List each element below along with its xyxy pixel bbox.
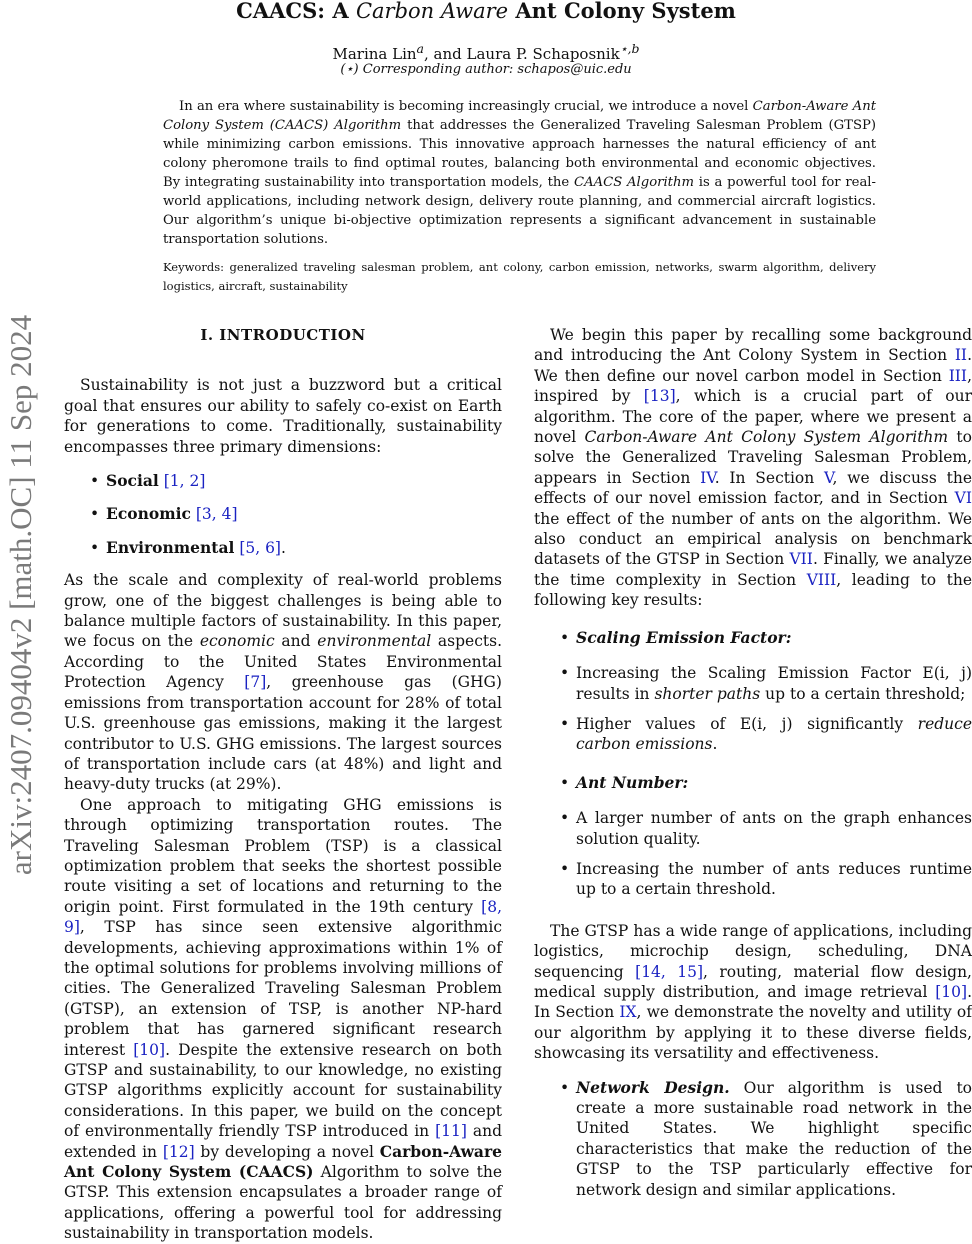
citation-link[interactable]: [10]	[935, 982, 968, 1001]
keywords: Keywords: generalized traveling salesman problem, ant colony, carbon emission, networks, swarm algorithm, delivery logistics, aircraft, sustainability	[163, 260, 876, 293]
list-item: • Network Design. Our algorithm is used to create a more sustainable road network in the United States. We highlight specific characteristics that make the reduction of the GTSP to the TSP particularly effective for network design and similar applications.	[534, 1078, 972, 1200]
sub-list	[534, 663, 972, 755]
citation-link[interactable]: [12]	[162, 1142, 195, 1161]
list-item: • Higher values of E(i, j) significantly reduce carbon emissions.	[534, 714, 972, 755]
applications-list	[534, 1078, 972, 1200]
list-item: • Increasing the Scaling Emission Factor E(i, j) results in shorter paths up to a certain threshold;	[534, 663, 972, 704]
author-list: Marina Lin$^a$, and Laura P. Schaposnik$^{⋆,b}$	[332, 41, 640, 63]
citation-link[interactable]: [3, 4]	[195, 505, 238, 524]
list-item: • Increasing the number of ants reduces runtime up to a certain threshold.	[534, 859, 972, 900]
section-link[interactable]: VII	[789, 550, 813, 569]
section-heading: I. INTRODUCTION	[200, 326, 366, 344]
author-name: Marina Lin	[332, 45, 417, 63]
right-column	[534, 325, 972, 1200]
citation-link[interactable]: [8, 9]	[64, 897, 502, 937]
list-item: • Economic [3, 4]	[64, 504, 502, 524]
left-column	[64, 325, 502, 1244]
citation-link[interactable]: [7]	[244, 673, 267, 692]
citation-link[interactable]: [13]	[643, 387, 676, 406]
section-link[interactable]: V	[824, 468, 833, 487]
list-item: • Scaling Emission Factor: • Increasing the Scaling Emission Factor E(i, j) results in shorter paths up to a certain threshold; • Higher values of E(i, j) significantly reduce carbon emissions.	[534, 628, 972, 755]
section-link[interactable]: IV	[700, 468, 715, 487]
citation-link[interactable]: [10]	[133, 1040, 166, 1059]
dimension-list	[64, 471, 502, 558]
intro-paragraph: Sustainability is not just a buzzword but a critical goal that ensures our ability to safely co-exist on Earth for generations to come. Traditionally, sustainability encompasses three primary dimensions:	[64, 376, 502, 456]
paragraph: As the scale and complexity of real-world problems grow, one of the biggest challenges is being able to balance multiple factors of sustainability. In this paper, we focus on the economic and environmental aspects. According to the United States Environmental Protection Agency [7], greenhouse gas (GHG) emissions from transportation account for 28% of total U.S. greenhouse gas emissions, making it the largest contributor to U.S. GHG emissions. The largest sources of transportation include cars (at 48%) and light and heavy-duty trucks (at 29%).	[64, 571, 502, 794]
abstract: In an era where sustainability is becoming increasingly crucial, we introduce a novel Carbon-Aware Ant Colony System (CAACS) Algorithm that addresses the Generalized Traveling Salesman Problem (GTSP) while minimizing carbon emissions. This innovative approach harnesses the natural efficiency of ant colony pheromone trails to find optimal routes, balancing both environmental and economic objectives. By integrating sustainability into transportation models, the CAACS Algorithm is a powerful tool for real-world applications, including network design, delivery route planning, and commercial aircraft logistics. Our algorithm’s unique bi-objective optimization represents a significant advancement in sustainable transportation solutions.	[163, 99, 877, 247]
paragraph: We begin this paper by recalling some background and introducing the Ant Colony System in Section II. We then define our novel carbon model in Section III, inspired by [13], which is a crucial part of our algorithm. The core of the paper, where we present a novel Carbon-Aware Ant Colony System Algorithm to solve the Generalized Traveling Salesman Problem, appears in Section IV. In Section V, we discuss the effects of our novel emission factor, and in Section VI the effect of the number of ants on the algorithm. We also conduct an empirical analysis on benchmark datasets of the GTSP in Section VII. Finally, we analyze the time complexity in Section VIII, leading to the following key results:	[534, 326, 972, 610]
paragraph: One approach to mitigating GHG emissions is through optimizing transportation routes. The Traveling Salesman Problem (TSP) is a classical optimization problem that seeks the shortest possible route visiting a set of locations and returning to the origin point. First formulated in the 19th century [8, 9], TSP has since seen extensive algorithmic developments, achieving approximations within 1% of the optimal solutions for problems involving millions of cities. The Generalized Traveling Salesman Problem (GTSP), an extension of TSP, is another NP-hard problem that has garnered significant research interest [10]. Despite the extensive research on both GTSP and sustainability, to our knowledge, no existing GTSP algorithms explicitly account for sustainability considerations. In this paper, we build on the concept of environmentally friendly TSP introduced in [11] and extended in [12] by developing a novel Carbon-Aware Ant Colony System (CAACS) Algorithm to solve the GTSP. This extension encapsulates a broader range of applications, offering a powerful tool for addressing sustainability in transportation models.	[64, 795, 503, 1243]
list-item: • Environmental [5, 6].	[64, 538, 502, 558]
section-link[interactable]: VIII	[806, 570, 837, 589]
paper-title: CAACS: A Carbon Aware Ant Colony System	[236, 0, 736, 23]
section-link[interactable]: IX	[619, 1003, 637, 1022]
section-link[interactable]: VI	[954, 489, 972, 508]
paragraph: The GTSP has a wide range of applications, including logistics, microchip design, scheduling, DNA sequencing [14, 15], routing, material flow design, medical supply distribution, and image retrieval [10]. In Section IX, we demonstrate the novelty and utility of our algorithm by applying it to these diverse fields, showcasing its versatility and effectiveness.	[534, 921, 972, 1063]
citation-link[interactable]: [11]	[435, 1122, 467, 1141]
results-list	[534, 628, 972, 900]
section-link[interactable]: II	[954, 346, 968, 365]
citation-link[interactable]: [5, 6]	[239, 538, 281, 557]
list-item: • A larger number of ants on the graph enhances solution quality.	[534, 808, 972, 849]
corresponding-author: (⋆) Corresponding author: schapos@uic.edu	[340, 62, 632, 77]
sub-list	[534, 808, 972, 900]
citation-link[interactable]: [1, 2]	[163, 472, 206, 491]
arxiv-stamp: arXiv:2407.09404v2 [math.OC] 11 Sep 2024	[3, 314, 38, 876]
author-name: Laura P. Schaposnik	[466, 45, 620, 63]
list-item: • Ant Number: • A larger number of ants on the graph enhances solution quality. • Increasing the number of ants reduces runtime up to a certain threshold.	[534, 773, 972, 900]
citation-link[interactable]: [14, 15]	[635, 962, 704, 981]
section-link[interactable]: III	[948, 366, 968, 385]
list-item: • Social [1, 2]	[64, 471, 502, 491]
